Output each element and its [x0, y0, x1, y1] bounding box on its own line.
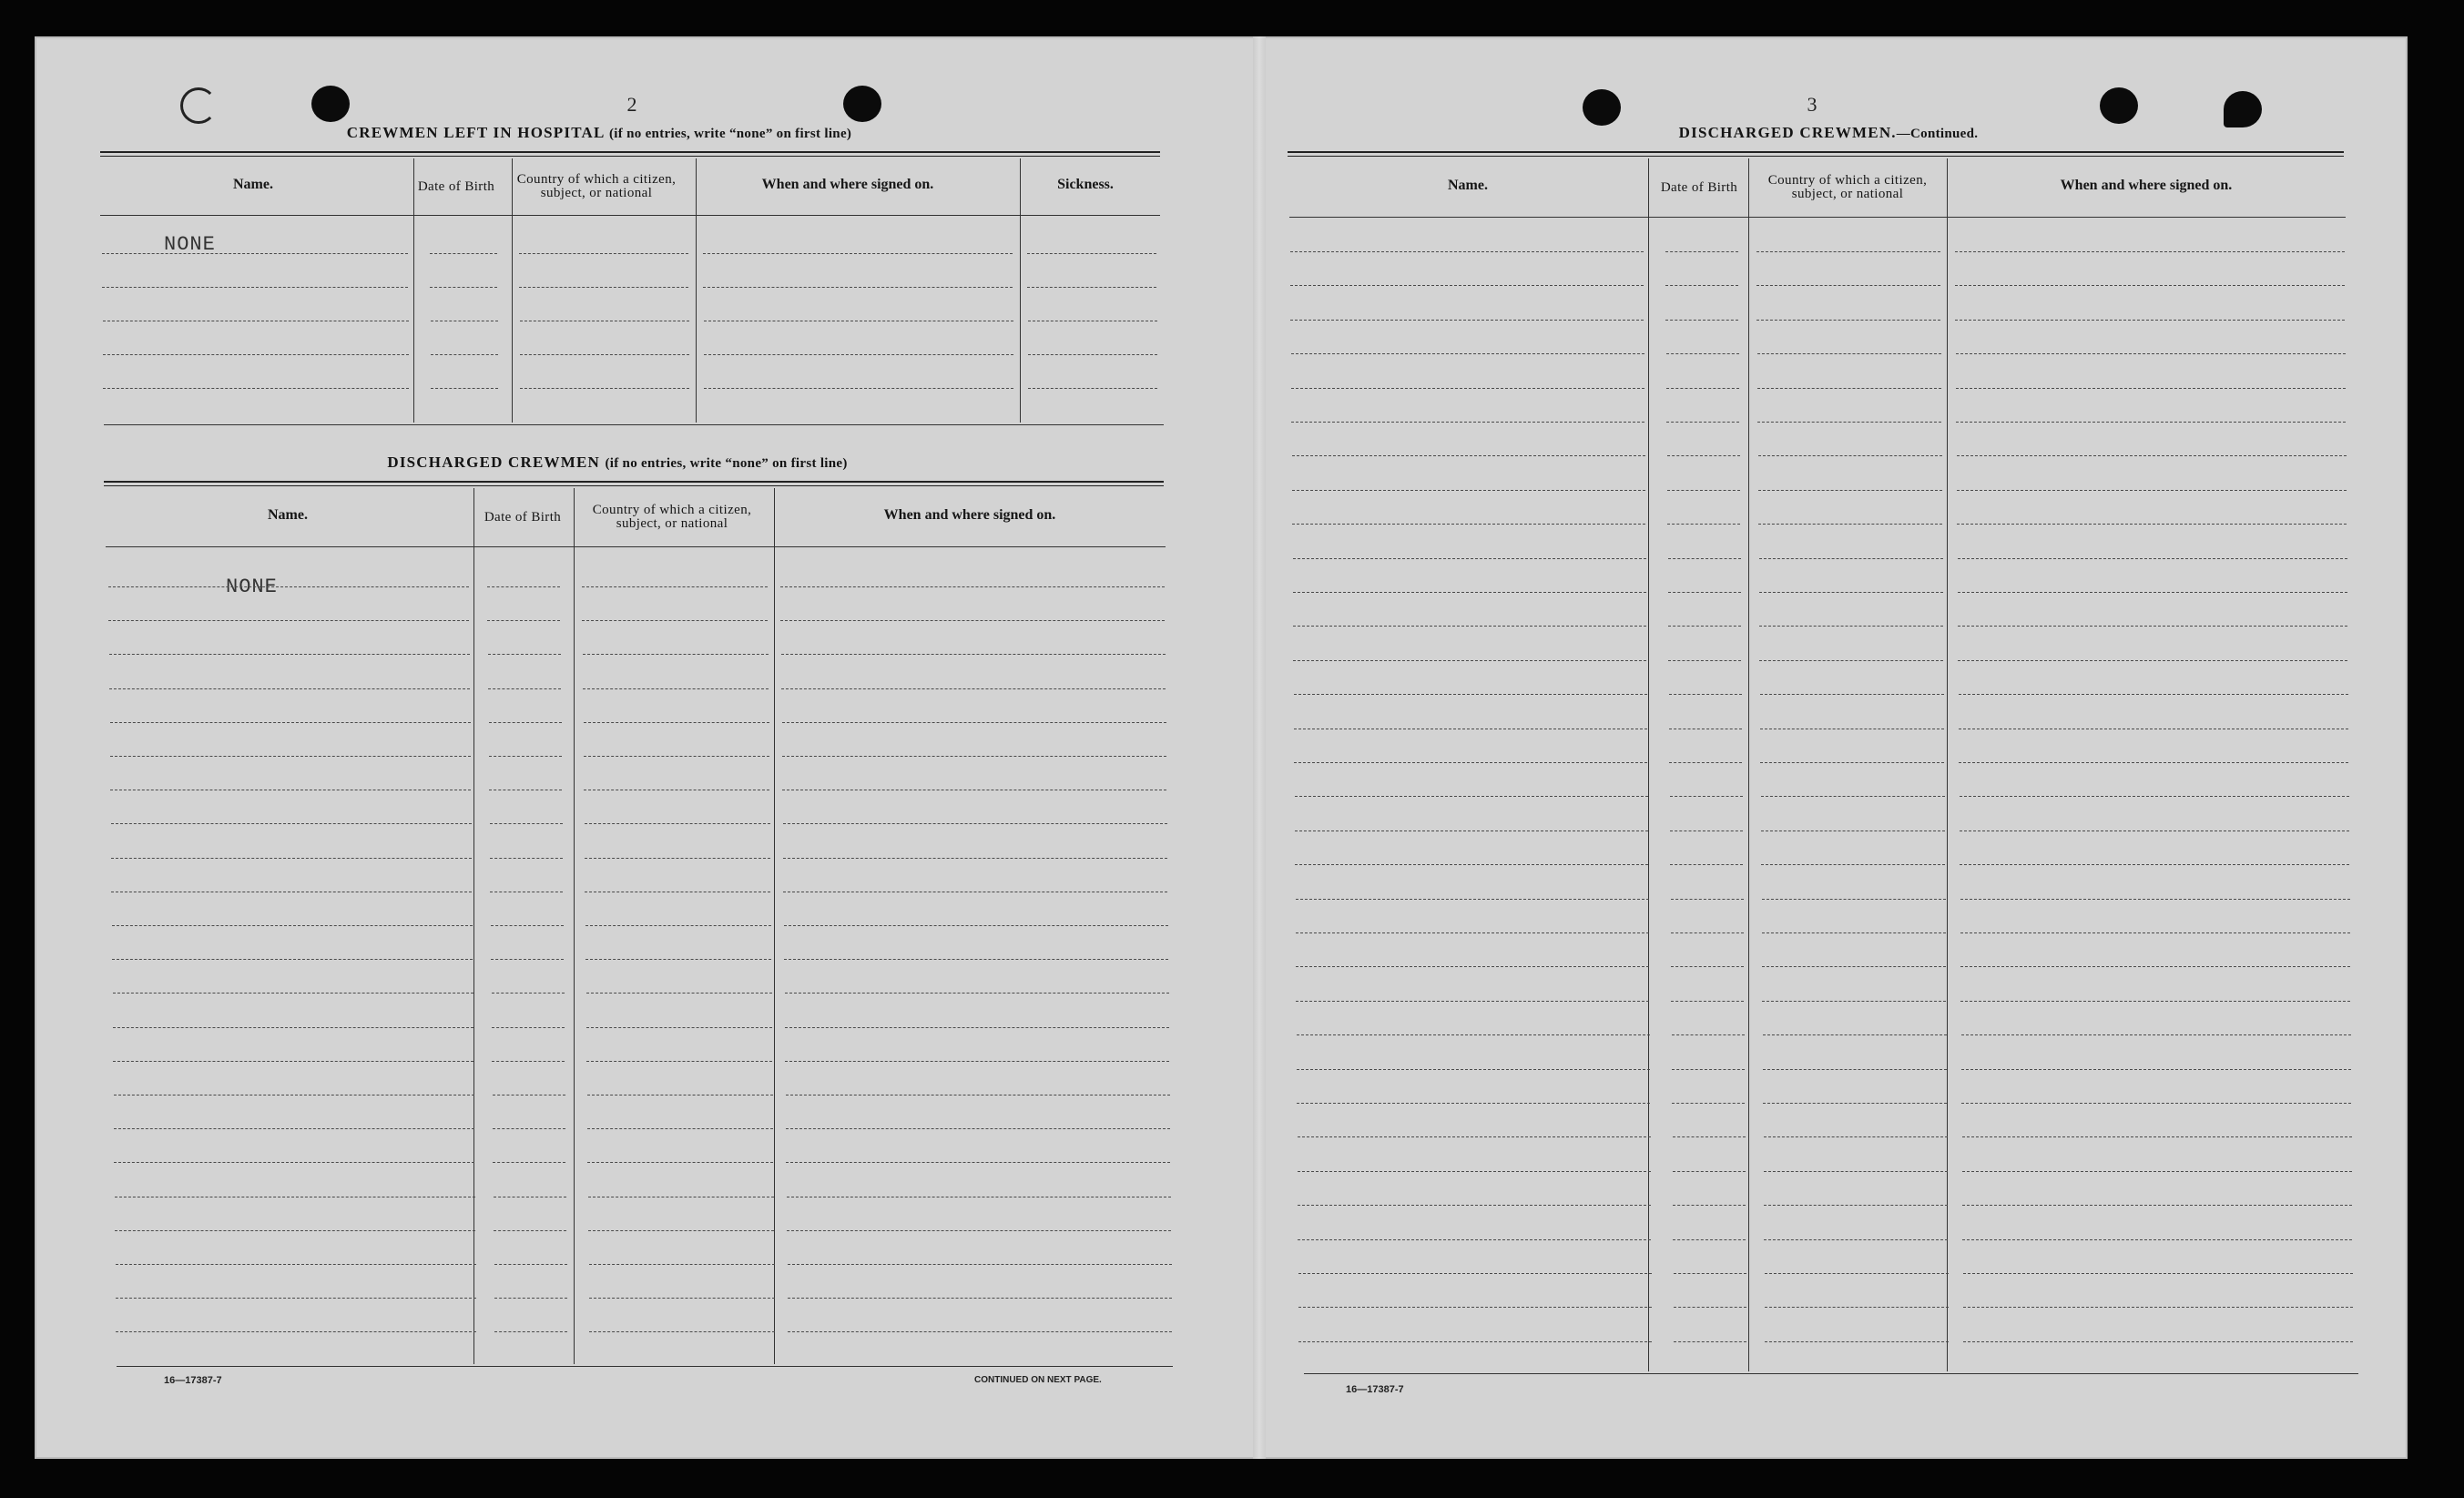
entry-line — [1961, 1034, 2351, 1035]
entry-line — [1959, 694, 2348, 695]
entry-line — [494, 1298, 567, 1299]
hospital-note: (if no entries, write “none” on first line) — [609, 127, 852, 141]
entry-line — [1290, 320, 1644, 321]
entry-line — [587, 1128, 773, 1129]
entry-line — [1669, 762, 1742, 763]
entry-line — [785, 993, 1169, 994]
entry-line — [519, 253, 688, 254]
entry-line — [1669, 694, 1742, 695]
punch-hole — [180, 87, 217, 124]
entry-line — [1758, 524, 1942, 525]
entry-line — [1293, 592, 1646, 593]
entry-line — [1292, 524, 1645, 525]
entry-line — [1961, 1069, 2351, 1070]
punch-hole — [2100, 87, 2138, 124]
hospital-section-title — [98, 124, 1100, 142]
entry-line — [1765, 1273, 1949, 1274]
entry-line — [491, 925, 564, 926]
header-signed-on: When and where signed on. — [2060, 178, 2233, 193]
entry-line — [1757, 422, 1941, 423]
entry-line — [1665, 320, 1738, 321]
entry-line — [1958, 558, 2347, 559]
entry-line — [784, 959, 1168, 960]
entry-line — [1957, 455, 2347, 456]
discharged-title: DISCHARGED CREWMEN — [387, 453, 600, 471]
entry-line — [587, 1162, 773, 1163]
entry-line — [1027, 287, 1156, 288]
entry-line — [703, 253, 1013, 254]
continued-note: CONTINUED ON NEXT PAGE. — [974, 1375, 1102, 1385]
entry-line — [1028, 388, 1157, 389]
entry-line — [786, 1128, 1170, 1129]
column-divider — [574, 488, 575, 1364]
entry-line — [1291, 353, 1644, 354]
entry-line — [1674, 1273, 1746, 1274]
entry-line — [585, 959, 771, 960]
entry-line — [112, 925, 473, 926]
entry-line — [1666, 353, 1739, 354]
entry-line — [494, 1331, 567, 1332]
entry-line — [1668, 592, 1741, 593]
entry-line — [1763, 1069, 1947, 1070]
entry-line — [781, 654, 1166, 655]
entry-line — [1760, 694, 1944, 695]
discharged-first-entry: NONE — [226, 576, 278, 598]
entry-line — [116, 1264, 476, 1265]
entry-line — [1665, 285, 1738, 286]
entry-line — [1962, 1239, 2352, 1240]
entry-line — [582, 586, 768, 587]
header-country: Country of which a citizen, subject, or national — [592, 503, 752, 531]
entry-line — [586, 1061, 772, 1062]
entry-line — [788, 1331, 1172, 1332]
table-top-rule — [100, 151, 1160, 153]
entry-line — [112, 959, 473, 960]
entry-line — [1960, 932, 2350, 933]
entry-line — [1761, 796, 1945, 797]
entry-line — [583, 688, 769, 689]
table-bottom-rule — [117, 1366, 1173, 1367]
entry-line — [783, 858, 1167, 859]
entry-line — [1028, 354, 1157, 355]
entry-line — [584, 756, 769, 757]
entry-line — [780, 620, 1165, 621]
entry-line — [1290, 251, 1644, 252]
entry-line — [430, 287, 497, 288]
entry-line — [785, 1061, 1169, 1062]
entry-line — [788, 1298, 1172, 1299]
entry-line — [1959, 762, 2348, 763]
entry-line — [1298, 1239, 1651, 1240]
entry-line — [583, 654, 769, 655]
entry-line — [1756, 320, 1940, 321]
entry-line — [431, 354, 498, 355]
hospital-title: CREWMEN LEFT IN HOSPITAL — [346, 124, 605, 141]
entry-line — [1763, 1034, 1947, 1035]
entry-line — [703, 287, 1013, 288]
entry-line — [1668, 626, 1741, 627]
entry-line — [111, 858, 472, 859]
entry-line — [787, 1230, 1171, 1231]
entry-line — [1958, 626, 2347, 627]
entry-line — [1294, 762, 1647, 763]
entry-line — [783, 823, 1167, 824]
entry-line — [492, 993, 565, 994]
entry-line — [113, 993, 473, 994]
entry-line — [786, 1162, 1170, 1163]
entry-line — [1291, 388, 1644, 389]
entry-line — [586, 993, 772, 994]
entry-line — [1671, 1001, 1744, 1002]
entry-line — [108, 620, 469, 621]
entry-line — [781, 688, 1166, 689]
entry-line — [585, 858, 770, 859]
entry-line — [1960, 966, 2350, 967]
entry-line — [1297, 1034, 1650, 1035]
entry-line — [489, 722, 562, 723]
entry-line — [1674, 1341, 1746, 1342]
entry-line — [1963, 1273, 2353, 1274]
discharged-section-title — [98, 453, 1136, 472]
entry-line — [1665, 251, 1738, 252]
table-bottom-rule — [1304, 1373, 2358, 1374]
header-name: Name. — [268, 507, 308, 523]
entry-line — [431, 388, 498, 389]
entry-line — [1956, 422, 2346, 423]
entry-line — [1295, 864, 1648, 865]
entry-line — [586, 1027, 772, 1028]
entry-line — [1960, 899, 2350, 900]
entry-line — [1759, 558, 1943, 559]
entry-line — [1957, 490, 2347, 491]
entry-line — [1759, 592, 1943, 593]
entry-line — [1296, 932, 1649, 933]
entry-line — [1960, 864, 2349, 865]
entry-line — [1298, 1341, 1652, 1342]
column-divider — [774, 488, 775, 1364]
entry-line — [1956, 353, 2346, 354]
form-number-right: 16—17387-7 — [1346, 1384, 1404, 1395]
hospital-first-entry: NONE — [164, 233, 216, 256]
table-bottom-rule — [104, 424, 1164, 425]
punch-hole — [311, 86, 350, 122]
entry-line — [1960, 796, 2349, 797]
entry-line — [1764, 1205, 1948, 1206]
entry-line — [1668, 558, 1741, 559]
entry-line — [109, 688, 470, 689]
entry-line — [102, 253, 408, 254]
entry-line — [1756, 251, 1940, 252]
entry-line — [1758, 455, 1942, 456]
entry-line — [115, 1230, 475, 1231]
entry-line — [1667, 455, 1740, 456]
entry-line — [1672, 1069, 1745, 1070]
entry-line — [103, 388, 409, 389]
entry-line — [1956, 388, 2346, 389]
discharged-note: (if no entries, write “none” on first line) — [605, 456, 848, 471]
entry-line — [1668, 660, 1741, 661]
entry-line — [492, 1061, 565, 1062]
entry-line — [520, 388, 689, 389]
column-divider — [512, 158, 513, 423]
entry-line — [430, 253, 497, 254]
entry-line — [788, 1264, 1172, 1265]
column-divider — [1748, 158, 1749, 1371]
entry-line — [704, 388, 1013, 389]
entry-line — [1963, 1341, 2353, 1342]
entry-line — [1027, 253, 1156, 254]
punch-hole — [843, 86, 881, 122]
entry-line — [1292, 490, 1645, 491]
entry-line — [493, 1162, 565, 1163]
entry-line — [1758, 490, 1942, 491]
entry-line — [1292, 455, 1645, 456]
entry-line — [782, 722, 1166, 723]
entry-line — [784, 925, 1168, 926]
table-top-rule — [1288, 151, 2344, 153]
entry-line — [488, 654, 561, 655]
entry-line — [494, 1230, 566, 1231]
entry-line — [589, 1331, 775, 1332]
entry-line — [1666, 422, 1739, 423]
entry-line — [589, 1264, 775, 1265]
entry-line — [1293, 660, 1646, 661]
entry-line — [1674, 1307, 1746, 1308]
entry-line — [110, 722, 471, 723]
entry-line — [1762, 899, 1946, 900]
entry-line — [1298, 1205, 1651, 1206]
header-sickness: Sickness. — [1057, 177, 1114, 192]
entry-line — [1958, 592, 2347, 593]
entry-line — [1962, 1205, 2352, 1206]
entry-line — [1759, 660, 1943, 661]
entry-line — [489, 756, 562, 757]
entry-line — [1666, 388, 1739, 389]
entry-line — [1762, 1001, 1946, 1002]
entry-line — [1763, 1103, 1947, 1104]
entry-line — [114, 1128, 474, 1129]
header-name: Name. — [233, 177, 273, 192]
entry-line — [585, 925, 771, 926]
entry-line — [1673, 1171, 1746, 1172]
entry-line — [1298, 1307, 1652, 1308]
entry-line — [1955, 251, 2345, 252]
entry-line — [1961, 1103, 2351, 1104]
form-number-left: 16—17387-7 — [164, 1375, 222, 1386]
entry-line — [1963, 1307, 2353, 1308]
entry-line — [584, 722, 769, 723]
entry-line — [494, 1264, 567, 1265]
entry-line — [1295, 796, 1648, 797]
page-fold — [1253, 36, 1266, 1459]
entry-line — [588, 1230, 774, 1231]
entry-line — [1298, 1136, 1651, 1137]
page-number-right: 3 — [1807, 93, 1817, 116]
right-section-title — [1328, 124, 2329, 142]
entry-line — [1765, 1341, 1949, 1342]
header-bottom-rule — [100, 215, 1160, 216]
entry-line — [589, 1298, 775, 1299]
entry-line — [1298, 1273, 1652, 1274]
column-divider — [473, 488, 474, 1364]
entry-line — [1762, 966, 1946, 967]
entry-line — [103, 354, 409, 355]
entry-line — [1673, 1136, 1746, 1137]
entry-line — [1667, 524, 1740, 525]
entry-line — [780, 586, 1165, 587]
entry-line — [1962, 1171, 2352, 1172]
entry-line — [1765, 1307, 1949, 1308]
entry-line — [1756, 285, 1940, 286]
column-divider — [1648, 158, 1649, 1371]
entry-line — [490, 823, 563, 824]
entry-line — [487, 620, 560, 621]
entry-line — [1757, 353, 1941, 354]
entry-line — [1298, 1171, 1651, 1172]
entry-line — [1296, 899, 1649, 900]
entry-line — [1293, 558, 1646, 559]
entry-line — [1960, 1001, 2350, 1002]
entry-line — [492, 1027, 565, 1028]
entry-line — [582, 620, 768, 621]
entry-line — [1962, 1136, 2352, 1137]
entry-line — [108, 586, 469, 587]
entry-line — [1297, 1103, 1650, 1104]
header-signed-on: When and where signed on. — [761, 177, 934, 192]
column-divider — [1020, 158, 1021, 423]
entry-line — [1760, 762, 1944, 763]
entry-line — [1297, 1069, 1650, 1070]
entry-line — [113, 1027, 473, 1028]
entry-line — [1957, 524, 2347, 525]
entry-line — [1764, 1136, 1948, 1137]
header-signed-on: When and where signed on. — [883, 507, 1056, 523]
entry-line — [1958, 660, 2347, 661]
entry-line — [1671, 899, 1744, 900]
header-country: Country of which a citizen, subject, or national — [1767, 173, 1928, 201]
entry-line — [1296, 1001, 1649, 1002]
entry-line — [1671, 932, 1744, 933]
entry-line — [1757, 388, 1941, 389]
right-title: DISCHARGED CREWMEN. — [1678, 124, 1897, 141]
header-name: Name. — [1448, 178, 1488, 193]
punch-hole — [1583, 89, 1621, 126]
header-date-of-birth: Date of Birth — [417, 178, 495, 194]
entry-line — [785, 1027, 1169, 1028]
entry-line — [1291, 422, 1644, 423]
entry-line — [493, 1128, 565, 1129]
column-divider — [1947, 158, 1948, 1371]
entry-line — [704, 354, 1013, 355]
entry-line — [1761, 864, 1945, 865]
entry-line — [585, 823, 770, 824]
header-date-of-birth: Date of Birth — [1660, 179, 1738, 195]
entry-line — [1764, 1239, 1948, 1240]
header-date-of-birth: Date of Birth — [484, 509, 562, 525]
column-divider — [696, 158, 697, 423]
column-divider — [413, 158, 414, 423]
right-title-suffix: —Continued. — [1896, 127, 1979, 141]
entry-line — [782, 756, 1166, 757]
entry-line — [1672, 1103, 1745, 1104]
entry-line — [1673, 1239, 1746, 1240]
entry-line — [1670, 796, 1743, 797]
entry-line — [110, 756, 471, 757]
entry-line — [1762, 932, 1946, 933]
table-top-rule — [104, 481, 1164, 483]
entry-line — [1670, 864, 1743, 865]
header-country: Country of which a citizen, subject, or national — [516, 172, 677, 200]
entry-line — [519, 287, 688, 288]
entry-line — [520, 354, 689, 355]
entry-line — [1672, 1034, 1745, 1035]
entry-line — [491, 959, 564, 960]
entry-line — [487, 586, 560, 587]
entry-line — [1671, 966, 1744, 967]
entry-line — [1293, 626, 1646, 627]
entry-line — [102, 287, 408, 288]
punch-hole — [2224, 91, 2262, 127]
entry-line — [1667, 490, 1740, 491]
entry-line — [488, 688, 561, 689]
entry-line — [1759, 626, 1943, 627]
entry-line — [1294, 694, 1647, 695]
entry-line — [1290, 285, 1644, 286]
entry-line — [1955, 285, 2345, 286]
entry-line — [113, 1061, 473, 1062]
entry-line — [116, 1298, 476, 1299]
entry-line — [116, 1331, 476, 1332]
document-sheet — [35, 36, 2408, 1459]
entry-line — [111, 823, 472, 824]
entry-line — [490, 858, 563, 859]
entry-line — [1673, 1205, 1746, 1206]
entry-line — [1296, 966, 1649, 967]
header-bottom-rule — [106, 546, 1166, 547]
page-number-left: 2 — [626, 93, 637, 116]
entry-line — [1764, 1171, 1948, 1172]
entry-line — [1955, 320, 2345, 321]
header-bottom-rule — [1289, 217, 2346, 218]
entry-line — [114, 1162, 474, 1163]
entry-line — [109, 654, 470, 655]
